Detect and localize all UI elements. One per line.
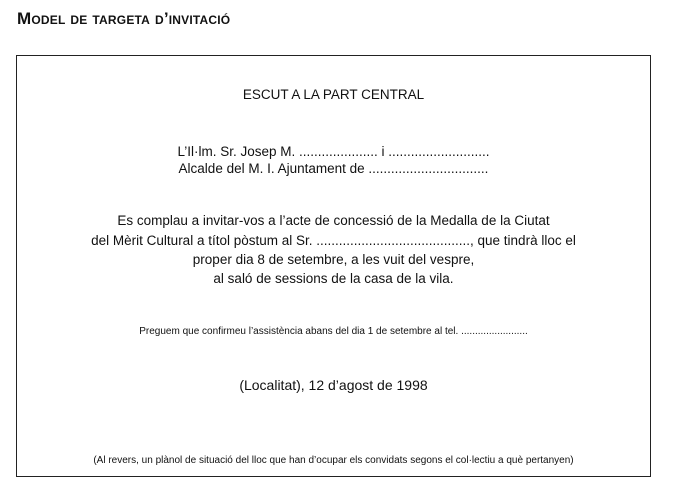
- invitation-body-line-3: proper dia 8 de setembre, a les vuit del vespre,: [192, 252, 475, 267]
- invitation-card: [16, 55, 651, 477]
- invitation-body-line-1: Es complau a invitar-vos a l’acte de concessió de la Medalla de la Ciutat: [117, 213, 550, 228]
- coat-of-arms-heading: ESCUT A LA PART CENTRAL: [242, 87, 425, 102]
- rsvp-line: Preguem que confirmeu l’assistència abans del dia 1 de setembre al tel. ........................: [139, 326, 528, 337]
- addressee-line-2: Alcalde del M. I. Ajuntament de ................................: [178, 161, 489, 176]
- invitation-body-line-2: del Mèrit Cultural a títol pòstum al Sr. ........................................., que tindrà lloc el: [91, 233, 576, 248]
- page-title: Model de targeta d’invitació: [17, 9, 231, 28]
- invitation-body-line-4: al saló de sessions de la casa de la vila.: [213, 271, 454, 286]
- addressee-line-1: L’Il·lm. Sr. Josep M. ..................... i ...........................: [177, 144, 490, 159]
- place-date-line: (Localitat), 12 d’agost de 1998: [239, 377, 428, 393]
- footnote: (Al revers, un plànol de situació del lloc que han d’ocupar els convidats segons el col·lectiu a què pertanyen): [93, 455, 574, 466]
